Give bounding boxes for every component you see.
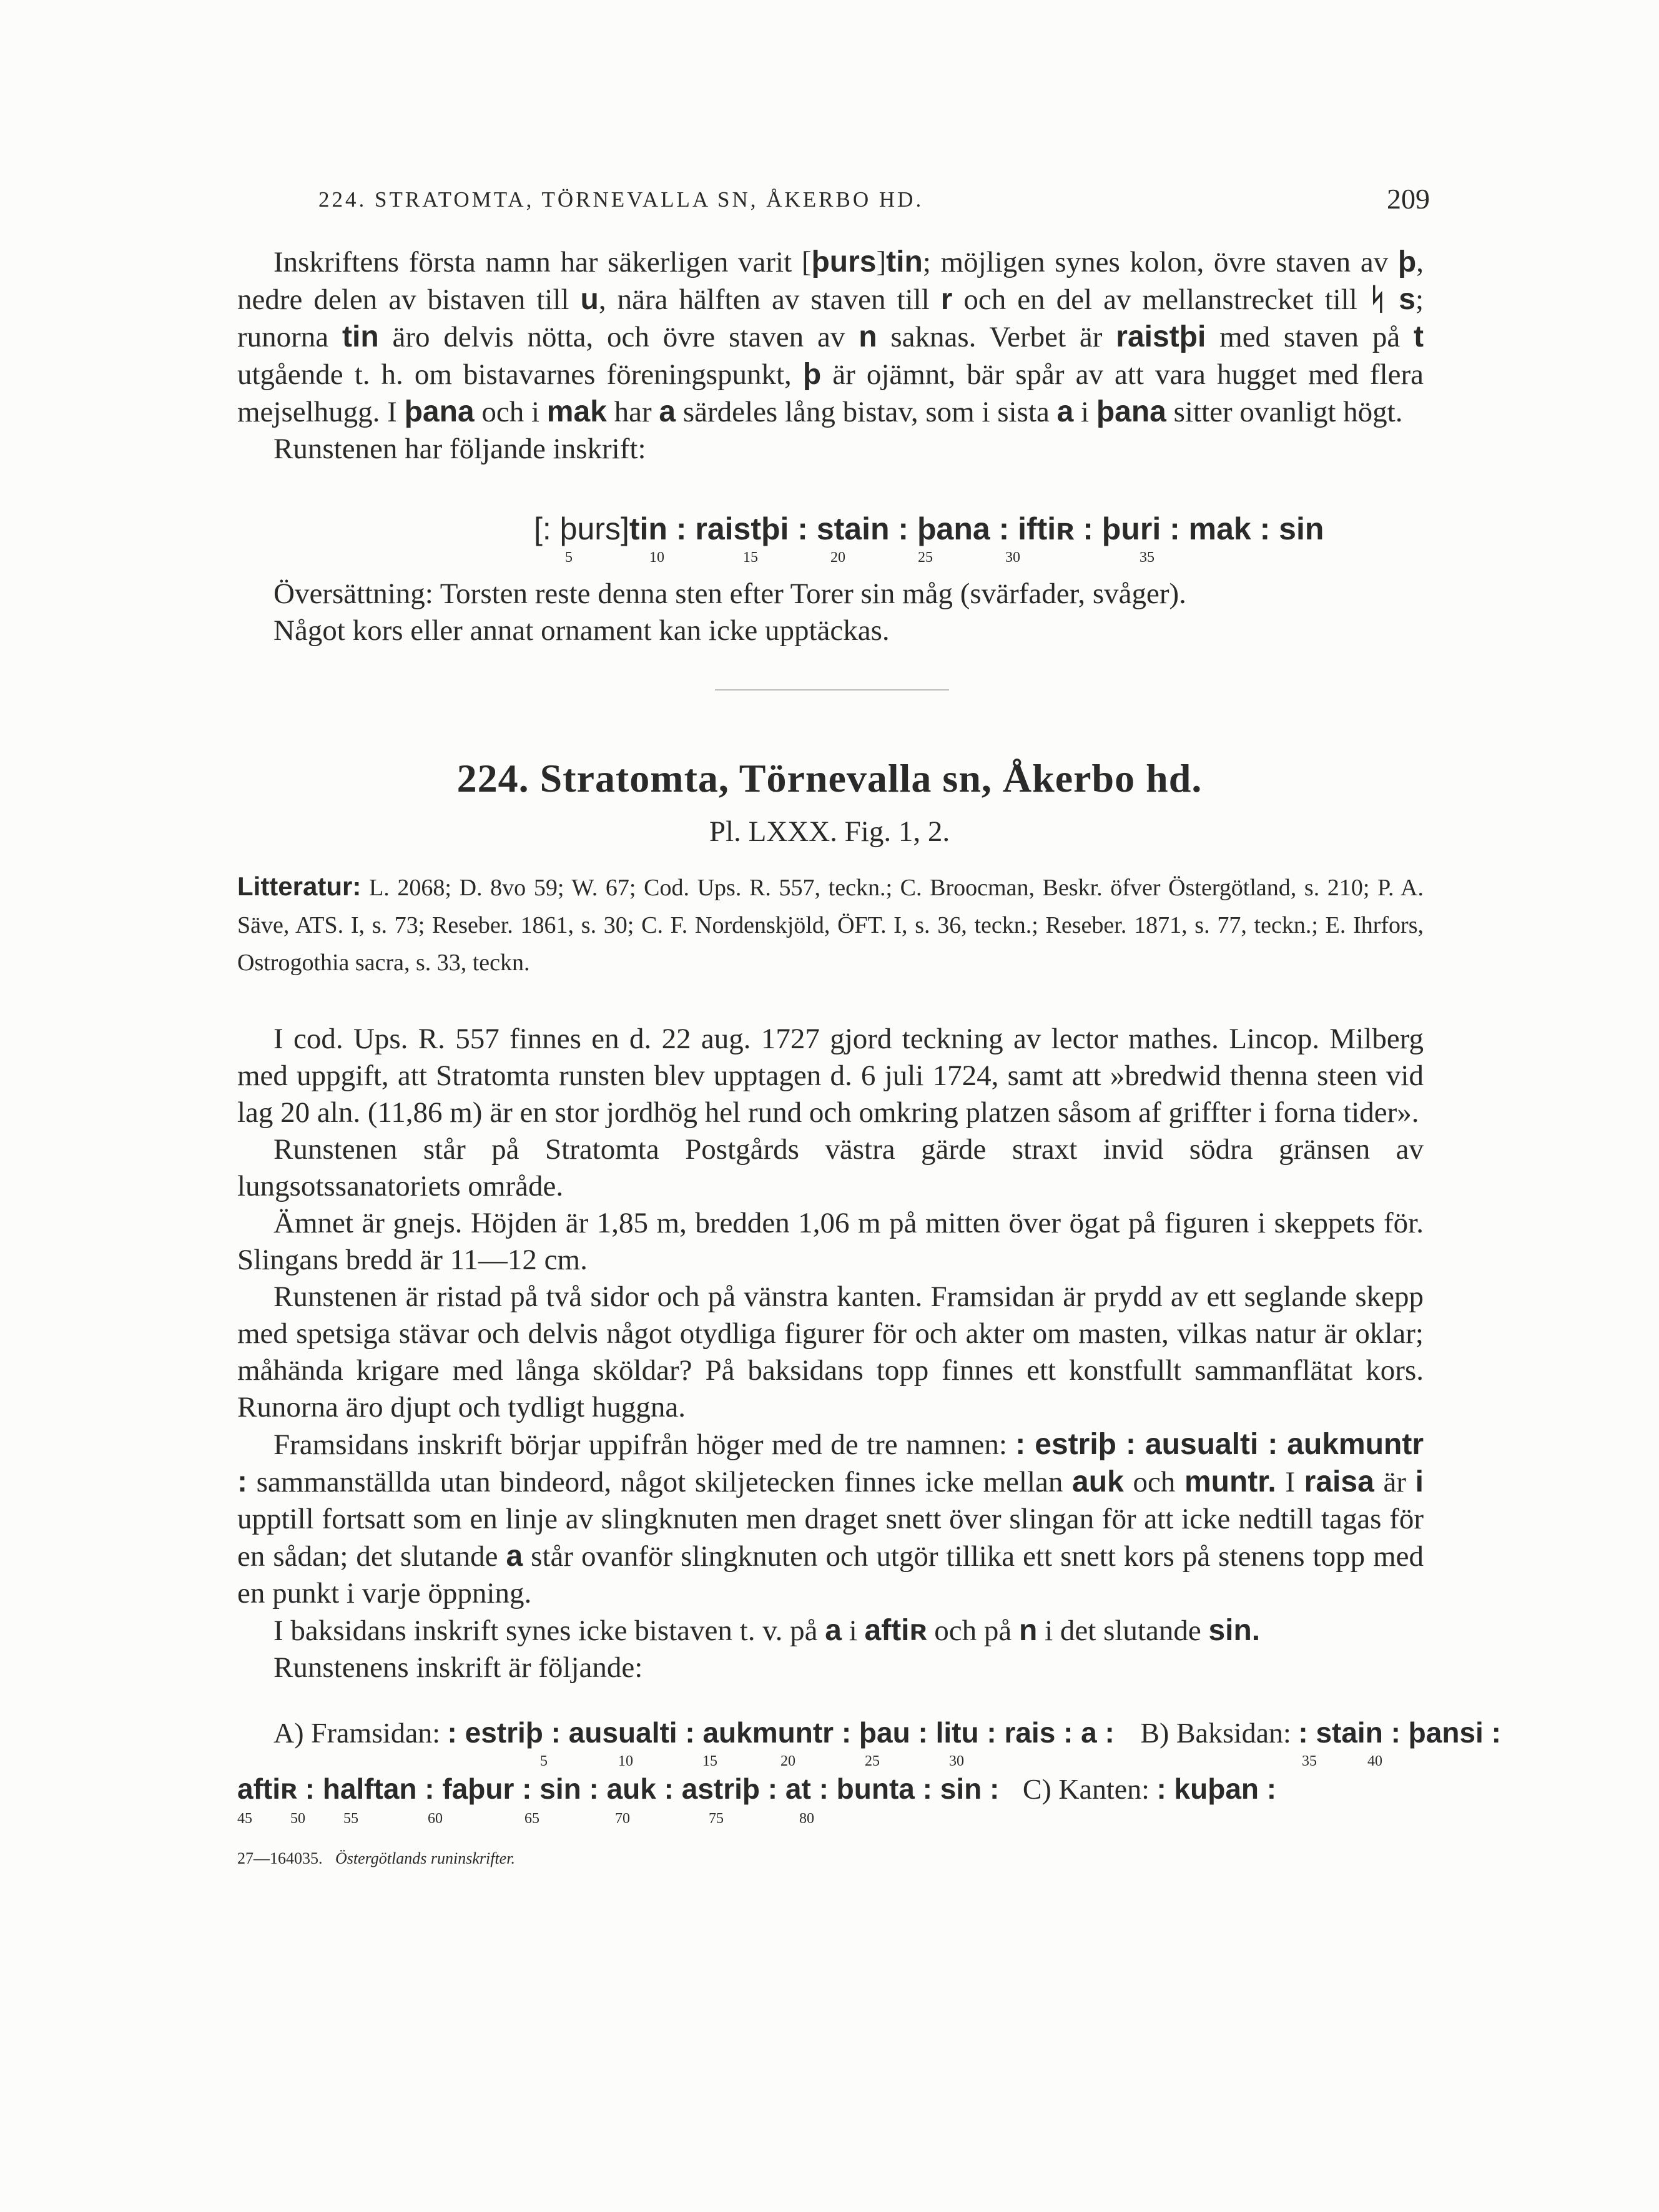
inscription-c-runes: : kuþan : xyxy=(1156,1772,1277,1805)
footer-title: Östergötlands runinskrifter. xyxy=(335,1849,515,1867)
page-number: 209 xyxy=(1387,183,1430,215)
inscription-b-continuation: aftiʀ : halftan : faþur : sin : auk : astriþ : at : bunta : sin : xyxy=(237,1772,1000,1805)
body-paragraph: I baksidans inskrift synes icke bistaven t. v. på a i aftiʀ och på n i det slutande sin. xyxy=(273,1614,1261,1647)
inscription-a-line xyxy=(273,1716,1501,1749)
inscription-runes: tin : raistþi : stain : þana : iftiʀ : þuri : mak : sin xyxy=(629,511,1324,546)
literature-label: Litteratur: xyxy=(237,872,362,901)
body-text xyxy=(237,1021,1424,1686)
translation: Översättning: Torsten reste denna sten efter Torer sin måg (svärfader, svåger). xyxy=(273,578,1186,610)
running-title: 224. STRATOMTA, TÖRNEVALLA SN, ÅKERBO HD. xyxy=(318,187,924,212)
literature-block xyxy=(237,868,1424,981)
intro-paragraph xyxy=(237,243,1424,468)
inscription-b-label: B) Baksidan: xyxy=(1140,1717,1291,1749)
body-paragraph: Ämnet är gnejs. Höjden är 1,85 m, bredden 1,06 m på mitten över ögat på figuren i skeppets för. Slingans bredd är 11—12 cm. xyxy=(237,1207,1424,1276)
inscription-restored: [: þurs] xyxy=(534,511,629,546)
literature-text: L. 2068; D. 8vo 59; W. 67; Cod. Ups. R. 557, teckn.; C. Broocman, Beskr. öfver Östergötland, s. 210; P. A. Säve, ATS. I, s. 73; Reseber. 1861, s. 30; C. F. Nordenskjöld, ÖFT. I, s. 36, teckn.; Reseber. 1871, s. 77, teckn.; E. Ihrfors, Ostrogothia sacra, s. 33, teckn. xyxy=(237,875,1424,976)
intro-text: Inskriftens första namn har säkerligen varit [þurs]tin; möjligen synes kolon, övre staven av þ, nedre delen av bistaven till u, nära hälften av staven till r och en del av mellanstrecket till ᛋ s; runorna tin äro delvis nötta, och övre staven av n saknas. Verbet är raistþi med staven på t utgående t. h. om bistavarnes föreningspunkt, þ är ojämnt, bär spår av att vara hugget med flera mejselhugg. I þana och i mak har a särdeles lång bistav, som i sista a i þana sitter ovanligt högt. xyxy=(237,245,1424,428)
inscription-b-runes: : stain : þansi : xyxy=(1298,1716,1501,1749)
ornament-note: Något kors eller annat ornament kan icke upptäckas. xyxy=(273,614,890,647)
body-paragraph: Runstenen står på Stratomta Postgårds västra gärde straxt invid södra gränsen av lungsotssanatoriets område. xyxy=(237,1133,1424,1202)
body-paragraph: Runstenens inskrift är följande: xyxy=(273,1651,643,1684)
intro-lead: Runstenen har följande inskrift: xyxy=(273,433,646,465)
inscription-numbering: 5 10 15 20 25 30 35 xyxy=(565,549,1154,566)
running-header xyxy=(318,182,1430,220)
translation-block xyxy=(237,576,1424,649)
signature-mark: 27—164035. xyxy=(237,1849,323,1867)
inscription-a-label: A) Framsidan: xyxy=(273,1717,441,1749)
inscription-b-line xyxy=(237,1772,1276,1806)
inscription-a-numbering: 5 10 15 20 25 30 35 40 xyxy=(540,1753,1382,1769)
body-paragraph: Runstenen är ristad på två sidor och på vänstra kanten. Framsidan är prydd av ett seglande skepp med spetsiga stävar och delvis något otydliga figurer för och akter om masten, vilkas natur är oklar; måhända krigare med långa sköldar? På baksidans topp finnes ett konstfullt sammanflätat kors. Runorna äro djupt och tydligt huggna. xyxy=(237,1281,1424,1423)
section-divider xyxy=(715,689,949,691)
page-footer xyxy=(237,1849,515,1868)
body-paragraph: Framsidans inskrift börjar uppifrån höger med de tre namnen: : estriþ : ausualti : aukmuntr : sammanställda utan bindeord, något skiljetecken finnes icke mellan auk och muntr. I raisa är i upptill fortsatt som en linje av slingknuten men draget snett över slingan för att icke nedtill tagas för en sådan; det slutande a står ovanför slingknuten och utgör tillika ett snett kors på stenens topp med en punkt i varje öppning. xyxy=(237,1428,1424,1610)
body-paragraph: I cod. Ups. R. 557 finnes en d. 22 aug. 1727 gjord teckning av lector mathes. Lincop. Milberg med uppgift, att Stratomta runsten blev upptagen d. 6 juli 1724, samt att »bredwid thenna steen vid lag 20 aln. (11,86 m) är en stor jordhög hel rund och omkring platzen såsom af griffter i forna tider». xyxy=(237,1023,1424,1129)
section-title: 224. Stratomta, Törnevalla sn, Åkerbo hd. xyxy=(456,756,1203,800)
plate-reference: Pl. LXXX. Fig. 1, 2. xyxy=(709,815,950,848)
inscription-line xyxy=(534,511,1324,547)
inscription-c-label: C) Kanten: xyxy=(1022,1773,1149,1805)
inscription-b-numbering: 45 50 55 60 65 70 75 80 xyxy=(237,1811,814,1827)
inscription-a-runes: : estriþ : ausualti : aukmuntr : þau : litu : rais : a : xyxy=(447,1716,1115,1749)
